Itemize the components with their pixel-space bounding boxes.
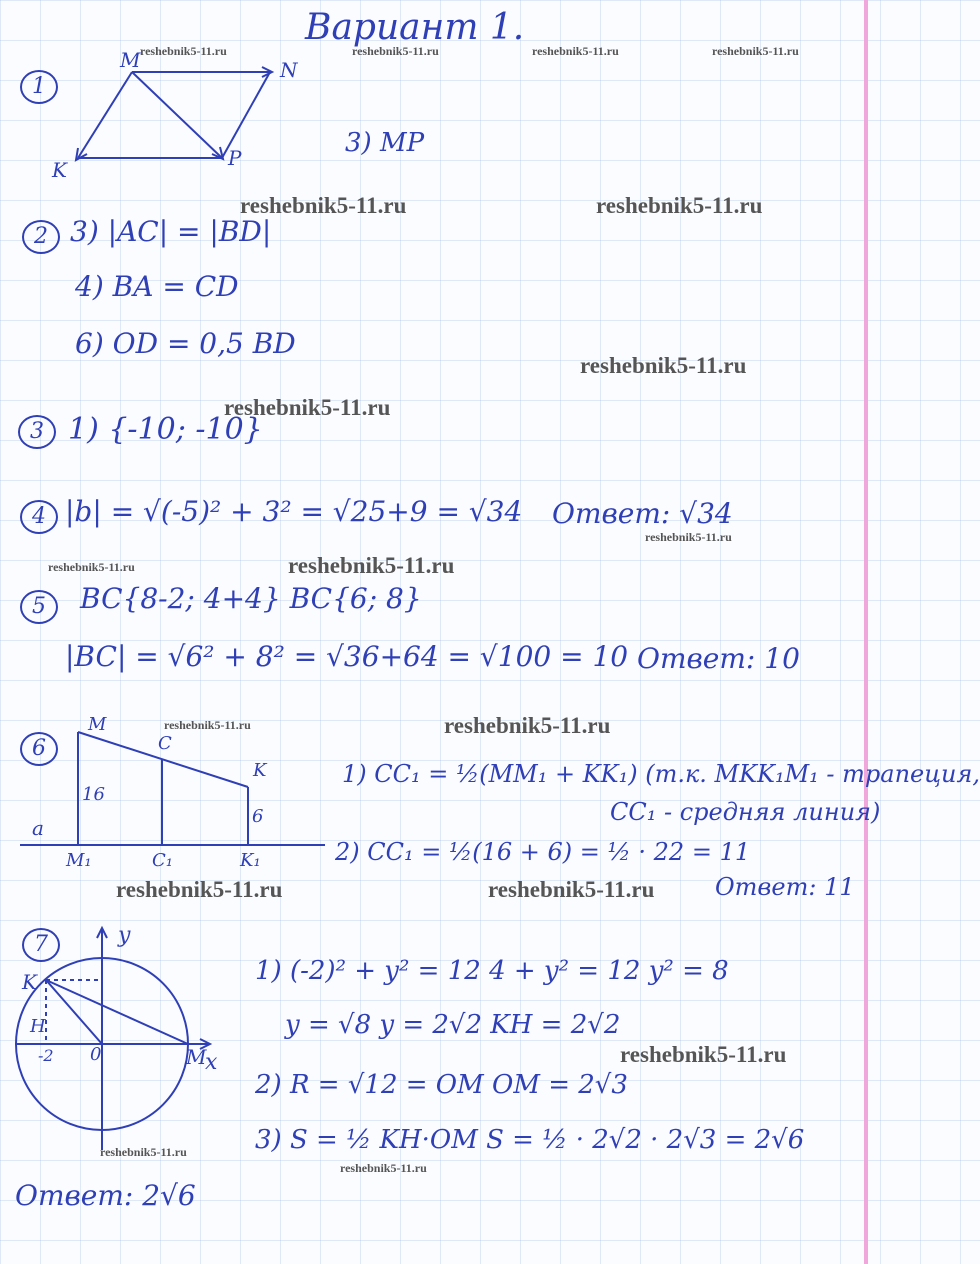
length-label: 16: [82, 784, 105, 805]
axis-label: y: [118, 923, 131, 948]
tick-label: -2: [38, 1046, 54, 1065]
watermark: reshebnik5-11.ru: [100, 1145, 187, 1159]
task-number: 7: [22, 928, 60, 962]
task6-line: 1) CC₁ = ½(MM₁ + KK₁) (т.к. MKK₁M₁ - трапеция,: [342, 760, 980, 788]
watermark: reshebnik5-11.ru: [240, 193, 407, 218]
vertex-label: M: [88, 714, 107, 735]
vertex-label: M₁: [66, 850, 92, 871]
watermark: reshebnik5-11.ru: [532, 44, 619, 58]
task7-answer: Ответ: 2√6: [15, 1179, 196, 1212]
task-number: 5: [20, 590, 58, 624]
length-label: 6: [252, 806, 264, 827]
watermark: reshebnik5-11.ru: [488, 877, 655, 902]
vertex-label: K: [52, 158, 67, 182]
task2-line: 6) OD = 0,5 BD: [75, 327, 296, 360]
vertex-label: H: [30, 1016, 46, 1037]
vertex-label: M: [120, 48, 141, 72]
vertex-label: K: [22, 970, 37, 994]
vertex-label: P: [228, 146, 242, 170]
vertex-label: C: [158, 733, 172, 754]
vertex-label: M: [186, 1045, 207, 1069]
task5-answer: Ответ: 10: [637, 642, 800, 675]
watermark: reshebnik5-11.ru: [140, 44, 227, 58]
task5-line: |BC| = √6² + 8² = √36+64 = √100 = 10: [65, 640, 629, 673]
watermark: reshebnik5-11.ru: [352, 44, 439, 58]
watermark: reshebnik5-11.ru: [116, 877, 283, 902]
origin-label: 0: [90, 1044, 102, 1065]
watermark: reshebnik5-11.ru: [48, 560, 135, 574]
vertex-label: K: [253, 760, 267, 781]
task-number: 6: [20, 732, 58, 766]
vertex-label: K₁: [240, 850, 261, 871]
watermark: reshebnik5-11.ru: [444, 713, 611, 738]
task7-line: 1) (-2)² + y² = 12 4 + y² = 12 y² = 8: [255, 956, 729, 986]
task2-line: 4) BA = CD: [75, 270, 239, 303]
vertex-label: N: [280, 58, 298, 82]
watermark: reshebnik5-11.ru: [288, 553, 455, 578]
watermark: reshebnik5-11.ru: [645, 530, 732, 544]
task6-line: CC₁ - средняя линия): [610, 798, 881, 826]
task7-line: 3) S = ½ KH·OM S = ½ · 2√2 · 2√3 = 2√6: [255, 1125, 805, 1155]
task-number: 1: [20, 70, 58, 104]
task4-line: |b| = √(-5)² + 3² = √25+9 = √34: [65, 495, 523, 528]
task3-line: 1) {-10; -10}: [68, 412, 263, 447]
page-title: Вариант 1.: [305, 7, 525, 48]
task5-line: BC{8-2; 4+4} BC{6; 8}: [80, 582, 422, 615]
task-number: 4: [20, 500, 58, 534]
watermark: reshebnik5-11.ru: [164, 718, 251, 732]
task1-answer: 3) MP: [345, 128, 425, 158]
task4-answer: Ответ: √34: [552, 497, 733, 530]
task7-line: y = √8 y = 2√2 KH = 2√2: [285, 1010, 621, 1040]
watermark: reshebnik5-11.ru: [712, 44, 799, 58]
watermark: reshebnik5-11.ru: [620, 1042, 787, 1067]
watermark: reshebnik5-11.ru: [596, 193, 763, 218]
watermark: reshebnik5-11.ru: [580, 353, 747, 378]
watermark: reshebnik5-11.ru: [224, 395, 391, 420]
task2-line: 3) |AC| = |BD|: [70, 215, 272, 248]
task-number: 2: [22, 220, 60, 254]
task-number: 3: [18, 415, 56, 449]
line-label: a: [32, 816, 44, 840]
axis-label: x: [205, 1050, 218, 1075]
vertex-label: C₁: [152, 850, 173, 871]
task6-line: 2) CC₁ = ½(16 + 6) = ½ · 22 = 11: [335, 838, 751, 866]
watermark: reshebnik5-11.ru: [340, 1161, 427, 1175]
task7-line: 2) R = √12 = OM OM = 2√3: [255, 1070, 628, 1100]
task6-answer: Ответ: 11: [715, 873, 855, 901]
